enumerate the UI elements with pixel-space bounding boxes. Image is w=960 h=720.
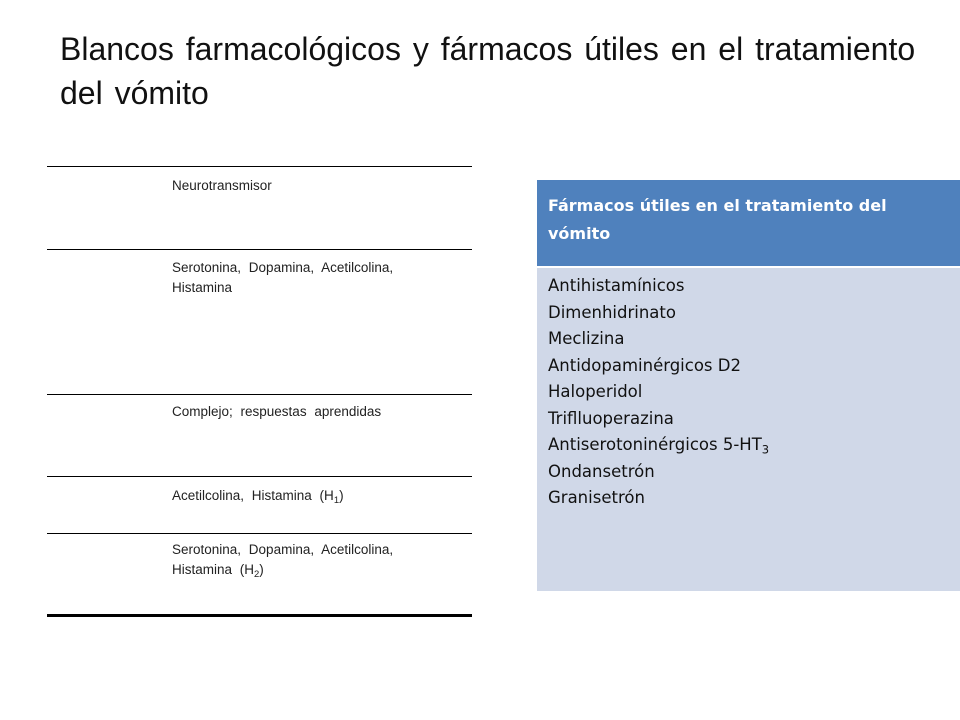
- cell-text: Serotonina, Dopamina, Acetilcolina, Histamina (H: [172, 542, 394, 577]
- slide-title: Blancos farmacológicos y fármacos útiles en el tratamiento del vómito: [60, 31, 916, 111]
- subscript: 1: [333, 494, 340, 506]
- drug-text: Ondansetrón: [548, 461, 655, 481]
- table-row: [47, 477, 472, 534]
- drug-item: [548, 273, 948, 300]
- table-cell: [172, 540, 452, 580]
- subscript: 3: [761, 442, 770, 457]
- drug-text: Dimenhidrinato: [548, 302, 676, 322]
- cell-text-tail: ): [339, 488, 344, 503]
- drug-item: [548, 379, 948, 406]
- drugs-table-header: Fármacos útiles en el tratamiento del vómito: [537, 180, 960, 266]
- drug-text: Meclizina: [548, 329, 625, 348]
- table-cell: [172, 258, 452, 298]
- cell-text: Neurotransmisor: [172, 178, 272, 193]
- drug-item: [548, 406, 948, 433]
- drug-item: [548, 459, 948, 486]
- table-cell: [172, 486, 452, 506]
- drug-text: Antiserotoninérgicos 5-HT: [548, 435, 762, 454]
- table-row: [47, 167, 472, 250]
- table-row: [47, 534, 472, 614]
- cell-text: Serotonina, Dopamina, Acetilcolina, Histamina: [172, 260, 394, 295]
- drug-item: [548, 300, 948, 327]
- cell-text-tail: ): [259, 562, 264, 577]
- subscript: 2: [254, 568, 260, 580]
- cell-text: Complejo; respuestas aprendidas: [172, 404, 382, 419]
- drug-text: Granisetrón: [548, 488, 645, 507]
- drug-text: Haloperidol: [548, 382, 643, 401]
- drug-text: Antidopaminérgicos D2: [548, 355, 741, 375]
- drugs-table: [537, 180, 960, 591]
- neurotransmitter-table: [47, 166, 472, 617]
- table-row: [47, 250, 472, 395]
- drug-text: Antihistamínicos: [548, 276, 685, 295]
- cell-text: Acetilcolina, Histamina (H: [172, 488, 334, 503]
- drug-item: [548, 353, 948, 380]
- drug-item: [548, 432, 948, 459]
- table-cell: [172, 176, 452, 196]
- drugs-table-body: [537, 266, 960, 591]
- drug-item: [548, 326, 948, 353]
- table-cell: [172, 402, 452, 422]
- table-row: [47, 395, 472, 477]
- drug-text: Triflluoperazina: [548, 408, 674, 428]
- drug-item: [548, 485, 948, 512]
